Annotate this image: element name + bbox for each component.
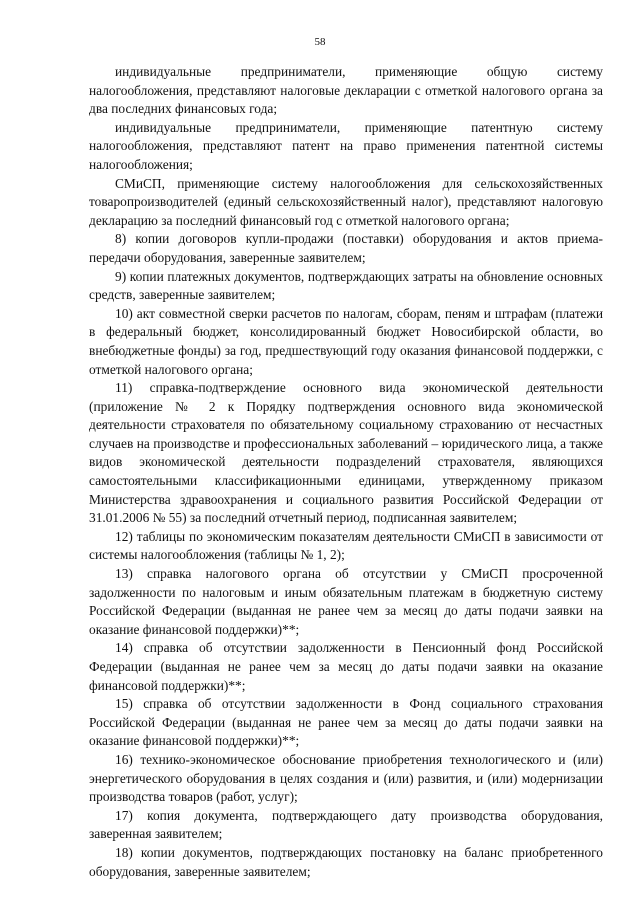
list-item-12: 12) таблицы по экономическим показателям деятельности СМиСП в зависимости от системы налогообложения (таблицы № 1, 2); xyxy=(89,528,603,563)
paragraph-ip-patent-tax: индивидуальные предприниматели, применяющие патентную систему налогообложения, представляют патент на право применения патентной системы налогообложения; xyxy=(89,119,603,172)
list-item-13: 13) справка налогового органа об отсутствии у СМиСП просроченной задолженности по налоговым и иным обязательным платежам в бюджетную систему Российской Федерации (выданная не ранее чем за месяц до даты подачи заявки на оказание финансовой поддержки)**; xyxy=(89,566,603,637)
list-item-15: 15) справка об отсутствии задолженности в Фонд социального страхования Российской Федерации (выданная не ранее чем за месяц до даты подачи заявки на оказание финансовой поддержки)**; xyxy=(89,696,603,749)
list-item-9: 9) копии платежных документов, подтверждающих затраты на обновление основных средств, заверенные заявителем; xyxy=(89,268,603,303)
list-item-8: 8) копии договоров купли-продажи (поставки) оборудования и актов приема-передачи оборудования, заверенные заявителем; xyxy=(89,231,603,265)
list-item-17: 17) копия документа, подтверждающего дату производства оборудования, заверенная заявителем; xyxy=(89,807,603,842)
list-item-11: 11) справка-подтверждение основного вида экономической деятельности (приложение № 2 к Порядку подтверждения основного вида экономической деятельности страхователя по обязательному социальному страхованию от несчастных случаев на производстве и профессиональных заболеваний – юридического лица, а также видов экономической деятельности подразделений страхователя, являющихся самостоятельными классификационными единицами, утвержденному приказом Министерства здравоохранения и социального развития Российской Федерации от 31.01.2006 № 55) за последний отчетный период, подписанная заявителем; xyxy=(89,380,603,526)
page-number: 58 xyxy=(314,36,326,48)
list-item-16: 16) технико-экономическое обоснование приобретения технологического и (или) энергетического оборудования в целях создания и (или) развития, и (или) модернизации производства товаров (работ, услуг); xyxy=(89,751,603,805)
list-item-18: 18) копии документов, подтверждающих постановку на баланс приобретенного оборудования, заверенные заявителем; xyxy=(89,844,603,879)
document-body xyxy=(89,63,603,881)
list-item-14: 14) справка об отсутствии задолженности в Пенсионный фонд Российской Федерации (выданная не ранее чем за месяц до даты подачи заявки на оказание финансовой поддержки)**; xyxy=(89,640,603,693)
paragraph-agricultural-tax: СМиСП, применяющие систему налогообложения для сельскохозяйственных товаропроизводителей (единый сельскохозяйственный налог), представляют налоговую декларацию за последний финансовый год с отметкой налогового органа; xyxy=(89,175,603,228)
paragraph-ip-general-tax: индивидуальные предприниматели, применяющие общую систему налогообложения, представляют налоговые декларации с отметкой налогового органа за два последних финансовых года; xyxy=(89,64,603,117)
list-item-10: 10) акт совместной сверки расчетов по налогам, сборам, пеням и штрафам (платежи в федеральный бюджет, консолидированный бюджет Новосибирской области, во внебюджетные фонды) за год, предшествующий году оказания финансовой поддержки, с отметкой налогового органа; xyxy=(89,305,603,377)
